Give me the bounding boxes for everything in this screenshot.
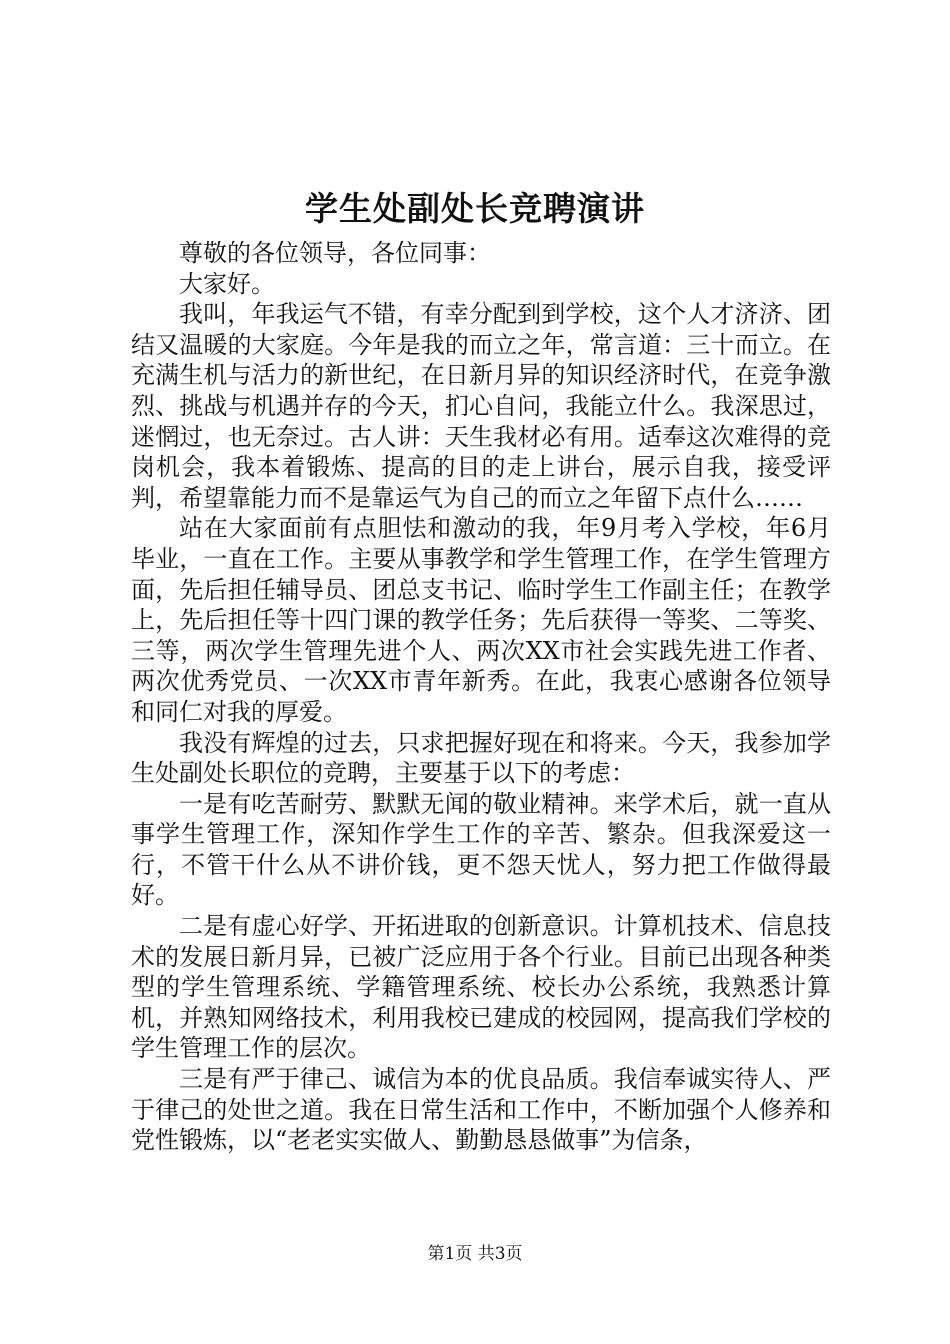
document-body — [131, 238, 831, 1156]
salutation-paragraph: 尊敬的各位领导，各位同事： — [179, 239, 491, 267]
point-three-paragraph: 三是有严于律己、诚信为本的优良品质。我信奉诚实待人、严于律己的处世之道。我在日常生活和工作中，不断加强个人修养和党性锻炼，以“老老实实做人、勤勤恳恳做事”为信条， — [131, 1065, 831, 1155]
intro-paragraph: 我叫，年我运气不错，有幸分配到到学校，这个人才济济、团结又温暖的大家庭。今年是我的而立之年，常言道：三十而立。在充满生机与活力的新世纪，在日新月异的知识经济时代，在竞争激烈、挑战与机遇并存的今天，扪心自问，我能立什么。我深思过，迷惘过，也无奈过。古人讲：天生我材必有用。适奉这次难得的竞岗机会，我本着锻炼、提高的目的走上讲台，展示自我，接受评判，希望靠能力而不是靠运气为自己的而立之年留下点什么…… — [131, 300, 831, 512]
greeting-paragraph: 大家好。 — [179, 269, 275, 298]
document-title: 学生处副处长竞聘演讲 — [305, 189, 645, 228]
page-footer: 第1页 共3页 — [427, 1244, 523, 1264]
point-two-paragraph: 二是有虚心好学、开拓进取的创新意识。计算机技术、信息技术的发展日新月异，已被广泛应用于各个行业。目前已出现各种类型的学生管理系统、学籍管理系统、校长办公系统，我熟悉计算机，并熟知网络技术，利用我校已建成的校园网，提高我们学校的学生管理工作的层次。 — [131, 912, 831, 1063]
motivation-paragraph: 我没有辉煌的过去，只求把握好现在和将来。今天，我参加学生处副处长职位的竞聘，主要基于以下的考虑： — [131, 728, 831, 788]
point-one-paragraph: 一是有吃苦耐劳、默默无闻的敬业精神。来学术后，就一直从事学生管理工作，深知作学生工作的辛苦、繁杂。但我深爱这一行，不管干什么从不讲价钱，更不怨天忧人，努力把工作做得最好。 — [131, 789, 831, 910]
background-paragraph: 站在大家面前有点胆怯和激动的我，年9月考入学校，年6月毕业，一直在工作。主要从事教学和学生管理工作，在学生管理方面，先后担任辅导员、团总支书记、临时学生工作副主任；在教学上，先后担任等十四门课的教学任务；先后获得一等奖、二等奖、三等，两次学生管理先进个人、两次XX市社会实践先进工作者、两次优秀党员、一次XX市青年新秀。在此，我衷心感谢各位领导和同仁对我的厚爱。 — [131, 514, 831, 726]
